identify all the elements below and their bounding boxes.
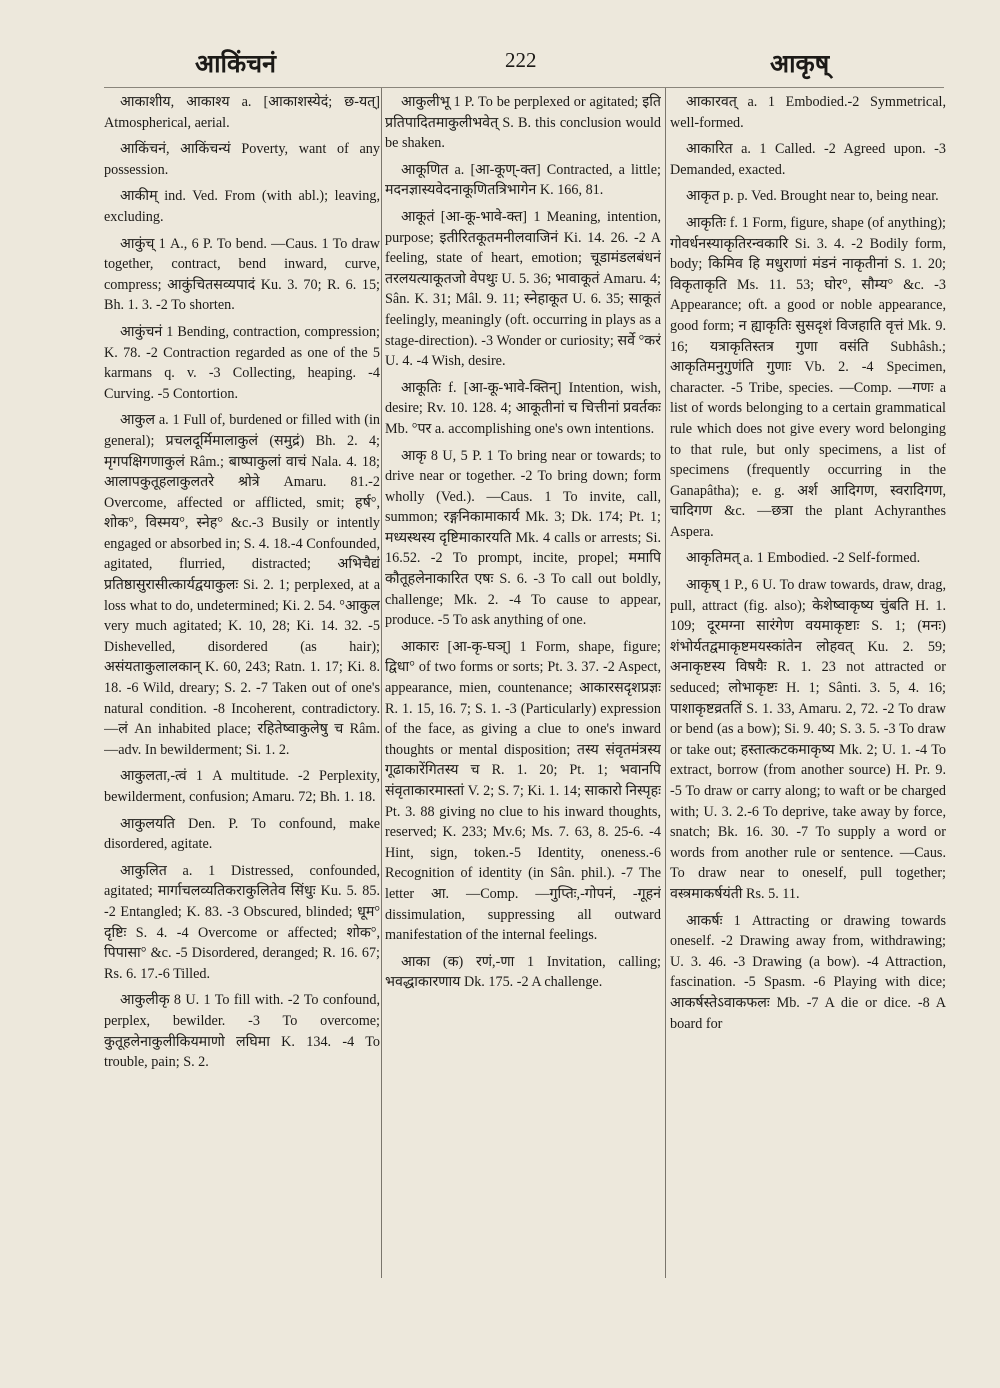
column-divider-1: [381, 88, 382, 1278]
dictionary-entry: आकुंच् 1 A., 6 P. To bend. —Caus. 1 To draw together, contract, bend inward, curve, compress; आकुंचितसव्यपादं Ku. 3. 70; R. 6. 15; Bh. 1. 3. -2 To shorten.: [104, 235, 380, 314]
dictionary-entry: आकुलीभू 1 P. To be perplexed or agitated; इति प्रतिपादितमाकुलीभवेत् S. B. this conclusion would be shaken.: [385, 94, 661, 152]
dictionary-entry: आकूतिः f. [आ-कू-भावे-क्तिन्] Intention, wish, desire; Rv. 10. 128. 4; आकूतीनां च चित्तीनां प्रवर्तकः Mb. °पर a. accomplishing one's own intentions.: [385, 379, 661, 437]
dictionary-entry: आकारवत् a. 1 Embodied.-2 Symmetrical, well-formed.: [670, 94, 946, 131]
dictionary-entry: आकृष् 1 P., 6 U. To draw towards, draw, drag, pull, attract (fig. also); केशेष्वाकृष्य चुंबति H. 1. 109; दूरमग्ना सारंगेण वयमाकृष्टाः S. 1; (मनः) शंभोर्यतद्वमाकृष्टमयस्कांतेन लोहवत् Ku. 2. 59; अनाकृष्टस्य विषयैः R. 1. 23 not attracted or seduced; लोभाकृष्टः H. 1; Sânti. 3. 5, 4. 16; पाशाकृष्टव्रततिं S. 1. 33, Amaru. 2, 72. -2 To draw or bend (as a bow); Si. 9. 40; S. 3. 5. -3 To draw or take out; हस्तात्कटकमाकृष्य Mk. 2; U. 1. -4 To extract, borrow (from another source) H. Pr. 9. -5 To draw or carry along; to waft or be charged with; U. 3. 2.-6 To deprive, take away by force, snatch; Bk. 16. 30. -7 To supply a word or words from another rule or sentence. —Caus. To draw near to oneself, pull together; वस्त्रमाकर्षयंती Rs. 5. 11.: [670, 577, 946, 902]
right-running-headword: आकृष्: [770, 49, 830, 78]
dictionary-entry: आकृ 8 U, 5 P. 1 To bring near or towards; to drive near or together. -2 To bring down; form wholly (Ved.). —Caus. 1 To invite, call, summon; रङ्गनिकामाकार्य Mk. 3; Dk. 174; Pt. 1; मध्यस्थस्य दृष्टिमाकारयति Mk. 4 calls or arrests; Si. 16.52. -2 To prompt, incite, propel; ममापि कौतूहलेनाकारित एषः S. 6. -3 To call out boldly, challenge; Mk. 2. -4 To cause to appear, produce. -5 To ask anything of one.: [385, 447, 661, 629]
dictionary-entry: आकृत p. p. Ved. Brought near to, being near.: [686, 188, 939, 205]
dictionary-entry: आकुलता,-त्वं 1 A multitude. -2 Perplexity, bewilderment, confusion; Amaru. 72; Bh. 1. 18.: [104, 768, 380, 805]
column-left: [104, 92, 380, 1292]
dictionary-entry: आका (क) रणं,-णा 1 Invitation, calling; भवद्धाकारणाय Dk. 175. -2 A challenge.: [385, 953, 661, 991]
dictionary-entry: आकूतं [आ-कू-भावे-क्त] 1 Meaning, intention, purpose; इतीरितकूतमनीलवाजिनं Ki. 14. 26. -2 A feeling, state of heart, emotion; चूडामंडलबंधनं तरलयत्याकूतजो वेपथुः U. 5. 36; भावाकूतं Amaru. 4; Sân. K. 31; Mâl. 9. 11; स्नेहाकूत U. 6. 35; साकूतं feelingly, meaningly (oft. occurring in plays as a stage-direction). -3 Wonder or curiosity; सर्वे °करं U. 4. -4 Wish, desire.: [385, 208, 661, 370]
page-header: [0, 44, 1000, 84]
dictionary-entry: आकारित a. 1 Called. -2 Agreed upon. -3 Demanded, exacted.: [670, 141, 946, 178]
dictionary-entry: आकृतिमत् a. 1 Embodied. -2 Self-formed.: [686, 550, 921, 567]
dictionary-entry: आकुलीकृ 8 U. 1 To fill with. -2 To confound, perplex, bewilder. -3 To overcome; कुतूहलेनाकुलीकियमाणो लघिमा K. 134. -4 To trouble, pain; S. 2.: [104, 992, 380, 1071]
column-divider-2: [665, 88, 666, 1278]
dictionary-entry: आकृतिः f. 1 Form, figure, shape (of anything); गोवर्धनस्याकृतिरन्वकारि Si. 3. 4. -2 Bodily form, body; किमिव हि मधुराणां मंडनं नाकृतीनां S. 1. 20; विकृताकृति Ms. 11. 53; घोर°, सौम्य° &c. -3 Appearance; oft. a good or noble appearance, good form; न ह्याकृतिः सुसदृशं विजहाति वृत्तं Mk. 9. 16; यत्राकृतिस्तत्र गुणा वसंति Subhâsh.; आकृतिमनुगुणंति गुणाः Vb. 2. -4 Specimen, character. -5 Tribe, species. —Comp. —गणः a list of words belonging to a certain grammatical rule which does not give every word belonging to that rule, but only specimens, a list of specimens (frequently occurring in the Ganapâtha); e. g. अर्श आदिगण, स्वरादिगण, चादिगण &c. —छत्रा the plant Achyranthes Aspera.: [670, 214, 946, 540]
page-number: 222: [505, 48, 537, 72]
dictionary-entry: आकर्षः 1 Attracting or drawing towards oneself. -2 Drawing away from, withdrawing; U. 3. 46. -3 Drawing (a bow). -4 Attraction, fascination. -5 Spasm. -6 Playing with dice; आकर्षस्तेऽवाकफलः Mb. -7 A die or dice. -8 A board for: [670, 912, 946, 1032]
dictionary-entry: आकुल a. 1 Full of, burdened or filled with (in general); प्रचलदूर्मिमालाकुलं (समुद्रं) Bh. 2. 4; मृगपक्षिगणाकुलं Râm.; बाष्पाकुलां वाचं Nala. 4. 18; आलापकुतूहलाकुलतरे श्रोत्रे Amaru. 81.-2 Overcome, affected or afflicted, smit; हर्ष°, शोक°, विस्मय°, स्नेह° &c.-3 Busily or intently engaged or absorbed in; S. 4. 18.-4 Confounded, agitated, flurried, distracted; अभिचैद्यं प्रतिष्ठासुरासीत्कार्यद्वयाकुलः Si. 2. 1; perplexed, at a loss what to do, undetermined; Ki. 2. 54. °आकुल very much agitated; K. 10, 28; Ki. 14. 32. -5 Dishevelled, disordered (as hair); असंयताकुलालकान् K. 60, 243; Ratn. 1. 17; Ki. 8. 18. -6 Wild, dreary; S. 2. -7 Taken out of one's natural condition. -8 Incoherent, contradictory. —लं An inhabited place; रहितेष्वाकुलेषु च Râm. —adv. In bewilderment; Si. 1. 2.: [104, 412, 380, 758]
column-middle: [385, 92, 661, 1292]
left-running-headword: आकिंचनं: [195, 49, 276, 78]
dictionary-entry: आकूणित a. [आ-कूण्-क्त] Contracted, a little; मदनज्ञास्यवेदनाकूणितत्रिभागेन K. 166, 81.: [385, 161, 661, 199]
dictionary-entry: आकिंचनं, आकिंचन्यं Poverty, want of any possession.: [104, 141, 380, 178]
dictionary-entry: आकुलयति Den. P. To confound, make disordered, agitate.: [104, 815, 380, 853]
column-right: [670, 92, 946, 1292]
dictionary-entry: आकुलित a. 1 Distressed, confounded, agitated; मार्गाचलव्यतिकराकुलितेव सिंधुः Ku. 5. 85. -2 Entangled; K. 83. -3 Obscured, blinded; धूम° दृष्टिः S. 4. -4 Overcome or affected; शोक°, पिपासा° &c. -5 Disordered, deranged; R. 16. 67; Rs. 6. 17.-6 Tilled.: [104, 862, 380, 982]
dictionary-entry: आकुंचनं 1 Bending, contraction, compression; K. 78. -2 Contraction regarded as one of the 5 karmans q. v. -3 Collecting, heaping. -4 Curving. -5 Contortion.: [104, 323, 380, 402]
dictionary-entry: आकीम् ind. Ved. From (with abl.); leaving, excluding.: [104, 188, 380, 225]
header-rule: [104, 87, 944, 88]
dictionary-entry: आकारः [आ-कृ-घञ्] 1 Form, shape, figure; द्विधा° of two forms or sorts; Pt. 3. 37. -2 Aspect, appearance, mien, countenance; आकारसदृशप्रज्ञः R. 1. 15, 16. 7; S. 1. -3 (Particularly) expression of the face, as giving a clue to one's inward thoughts or mental disposition; तस्य संवृतमंत्रस्य गूढाकारेंगितस्य च R. 1. 20; Pt. 1; भवानपि संवृताकारमास्तां V. 2; S. 7; Ki. 1. 14; साकारो निस्पृहः Pt. 3. 88 giving no clue to his inward thoughts, reserved; K. 233; Mv.6; Ms. 7. 63, 8. 25-6. -4 Hint, sign, token.-5 Identity, oneness.-6 Recognition of identity (in Sân. phil.). -7 The letter आ. —Comp. —गुप्तिः,-गोपनं, -गूहनं dissimulation, suppressing all outward manifestation of the internal feelings.: [385, 638, 661, 944]
dictionary-entry: आकाशीय, आकाश्य a. [आकाशस्येदं; छ-यत्] Atmospherical, aerial.: [104, 94, 380, 131]
